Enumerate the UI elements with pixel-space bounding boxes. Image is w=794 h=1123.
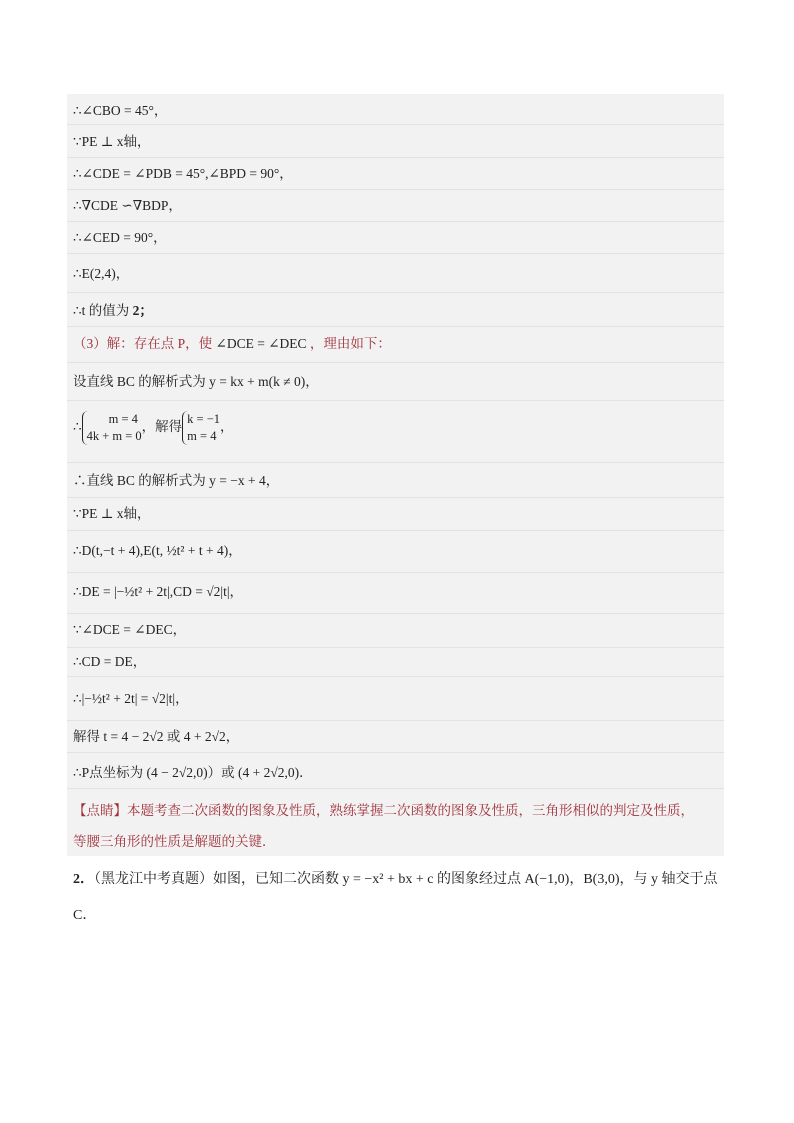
solution-line-16: ∴CD = DE，	[73, 654, 147, 669]
divider	[67, 752, 724, 753]
divider	[67, 326, 724, 327]
comment-line-2: 等腰三角形的性质是解题的关键．	[73, 834, 276, 849]
question-text: （黑龙江中考真题）如图，已知二次函数 y = −x² + bx + c 的图象经过点 A(−1,0)，B(3,0)，与 y 轴交于点	[94, 872, 718, 887]
solution-line-1: ∴∠CBO = 45°，	[73, 103, 168, 118]
divider	[67, 572, 724, 573]
divider	[67, 400, 724, 401]
question-2	[73, 869, 717, 891]
divider	[67, 462, 724, 463]
divider	[67, 720, 724, 721]
solution-line-14: ∴DE = |−½t² + 2t|,CD = √2|t|，	[73, 584, 244, 599]
solution-line-2: ∵PE ⊥ x轴，	[73, 134, 151, 149]
divider	[67, 253, 724, 254]
solution-line-6: ∴E(2,4)，	[73, 266, 130, 281]
comment-line-1: 【点睛】本题考查二次函数的图象及性质，熟练掌握二次函数的图象及性质，三角形相似的判定及性质，	[73, 803, 694, 818]
divider	[67, 292, 724, 293]
equation-system: m = 4 4k + m = 0	[82, 411, 142, 445]
question-number: 2．	[73, 872, 94, 887]
solution-line-10: ∴ m = 4 4k + m = 0 ，解得 k = −1 m = 4 ，	[73, 412, 234, 443]
solution-line-5: ∴∠CED = 90°，	[73, 230, 167, 245]
divider	[67, 362, 724, 363]
divider	[67, 221, 724, 222]
part3-heading	[73, 334, 391, 354]
solution-line-11: ∴直线 BC 的解析式为 y = −x + 4，	[73, 473, 280, 488]
t-value-label: ∴t 的值为	[73, 303, 133, 318]
solution-line-12: ∵PE ⊥ x轴，	[73, 506, 151, 521]
question-2-cont: C．	[73, 908, 97, 923]
divider	[67, 788, 724, 789]
divider	[67, 647, 724, 648]
solve-label: ，解得	[141, 419, 183, 435]
part3-condition: ∠DCE = ∠DEC	[215, 336, 307, 351]
divider	[67, 530, 724, 531]
solution-line-3: ∴∠CDE = ∠PDB = 45°,∠BPD = 90°，	[73, 166, 293, 181]
divider	[67, 124, 724, 125]
solution-line-18: 解得 t = 4 − 2√2 或 4 + 2√2，	[73, 729, 240, 744]
divider	[67, 613, 724, 614]
solution-system: k = −1 m = 4	[182, 411, 220, 445]
divider	[67, 497, 724, 498]
part3-reason: ，理由如下：	[309, 336, 391, 351]
solution-line-9: 设直线 BC 的解析式为 y = kx + m(k ≠ 0)，	[73, 374, 319, 389]
solution-line-7	[73, 301, 153, 321]
solution-line-15: ∵∠DCE = ∠DEC，	[73, 622, 187, 637]
solution-line-19: ∴P点坐标为 (4 − 2√2,0)）或 (4 + 2√2,0)．	[73, 765, 313, 780]
t-value: 2；	[132, 303, 153, 318]
divider	[67, 676, 724, 677]
solution-line-13: ∴D(t,−t + 4),E(t, ½t² + t + 4)，	[73, 543, 242, 558]
divider	[67, 189, 724, 190]
solution-line-17: ∴|−½t² + 2t| = √2|t|，	[73, 691, 189, 706]
solution-line-4: ∴∇CDE ∽∇BDP，	[73, 198, 182, 213]
divider	[67, 157, 724, 158]
part3-label: （3）解：存在点 P，使	[73, 336, 213, 351]
